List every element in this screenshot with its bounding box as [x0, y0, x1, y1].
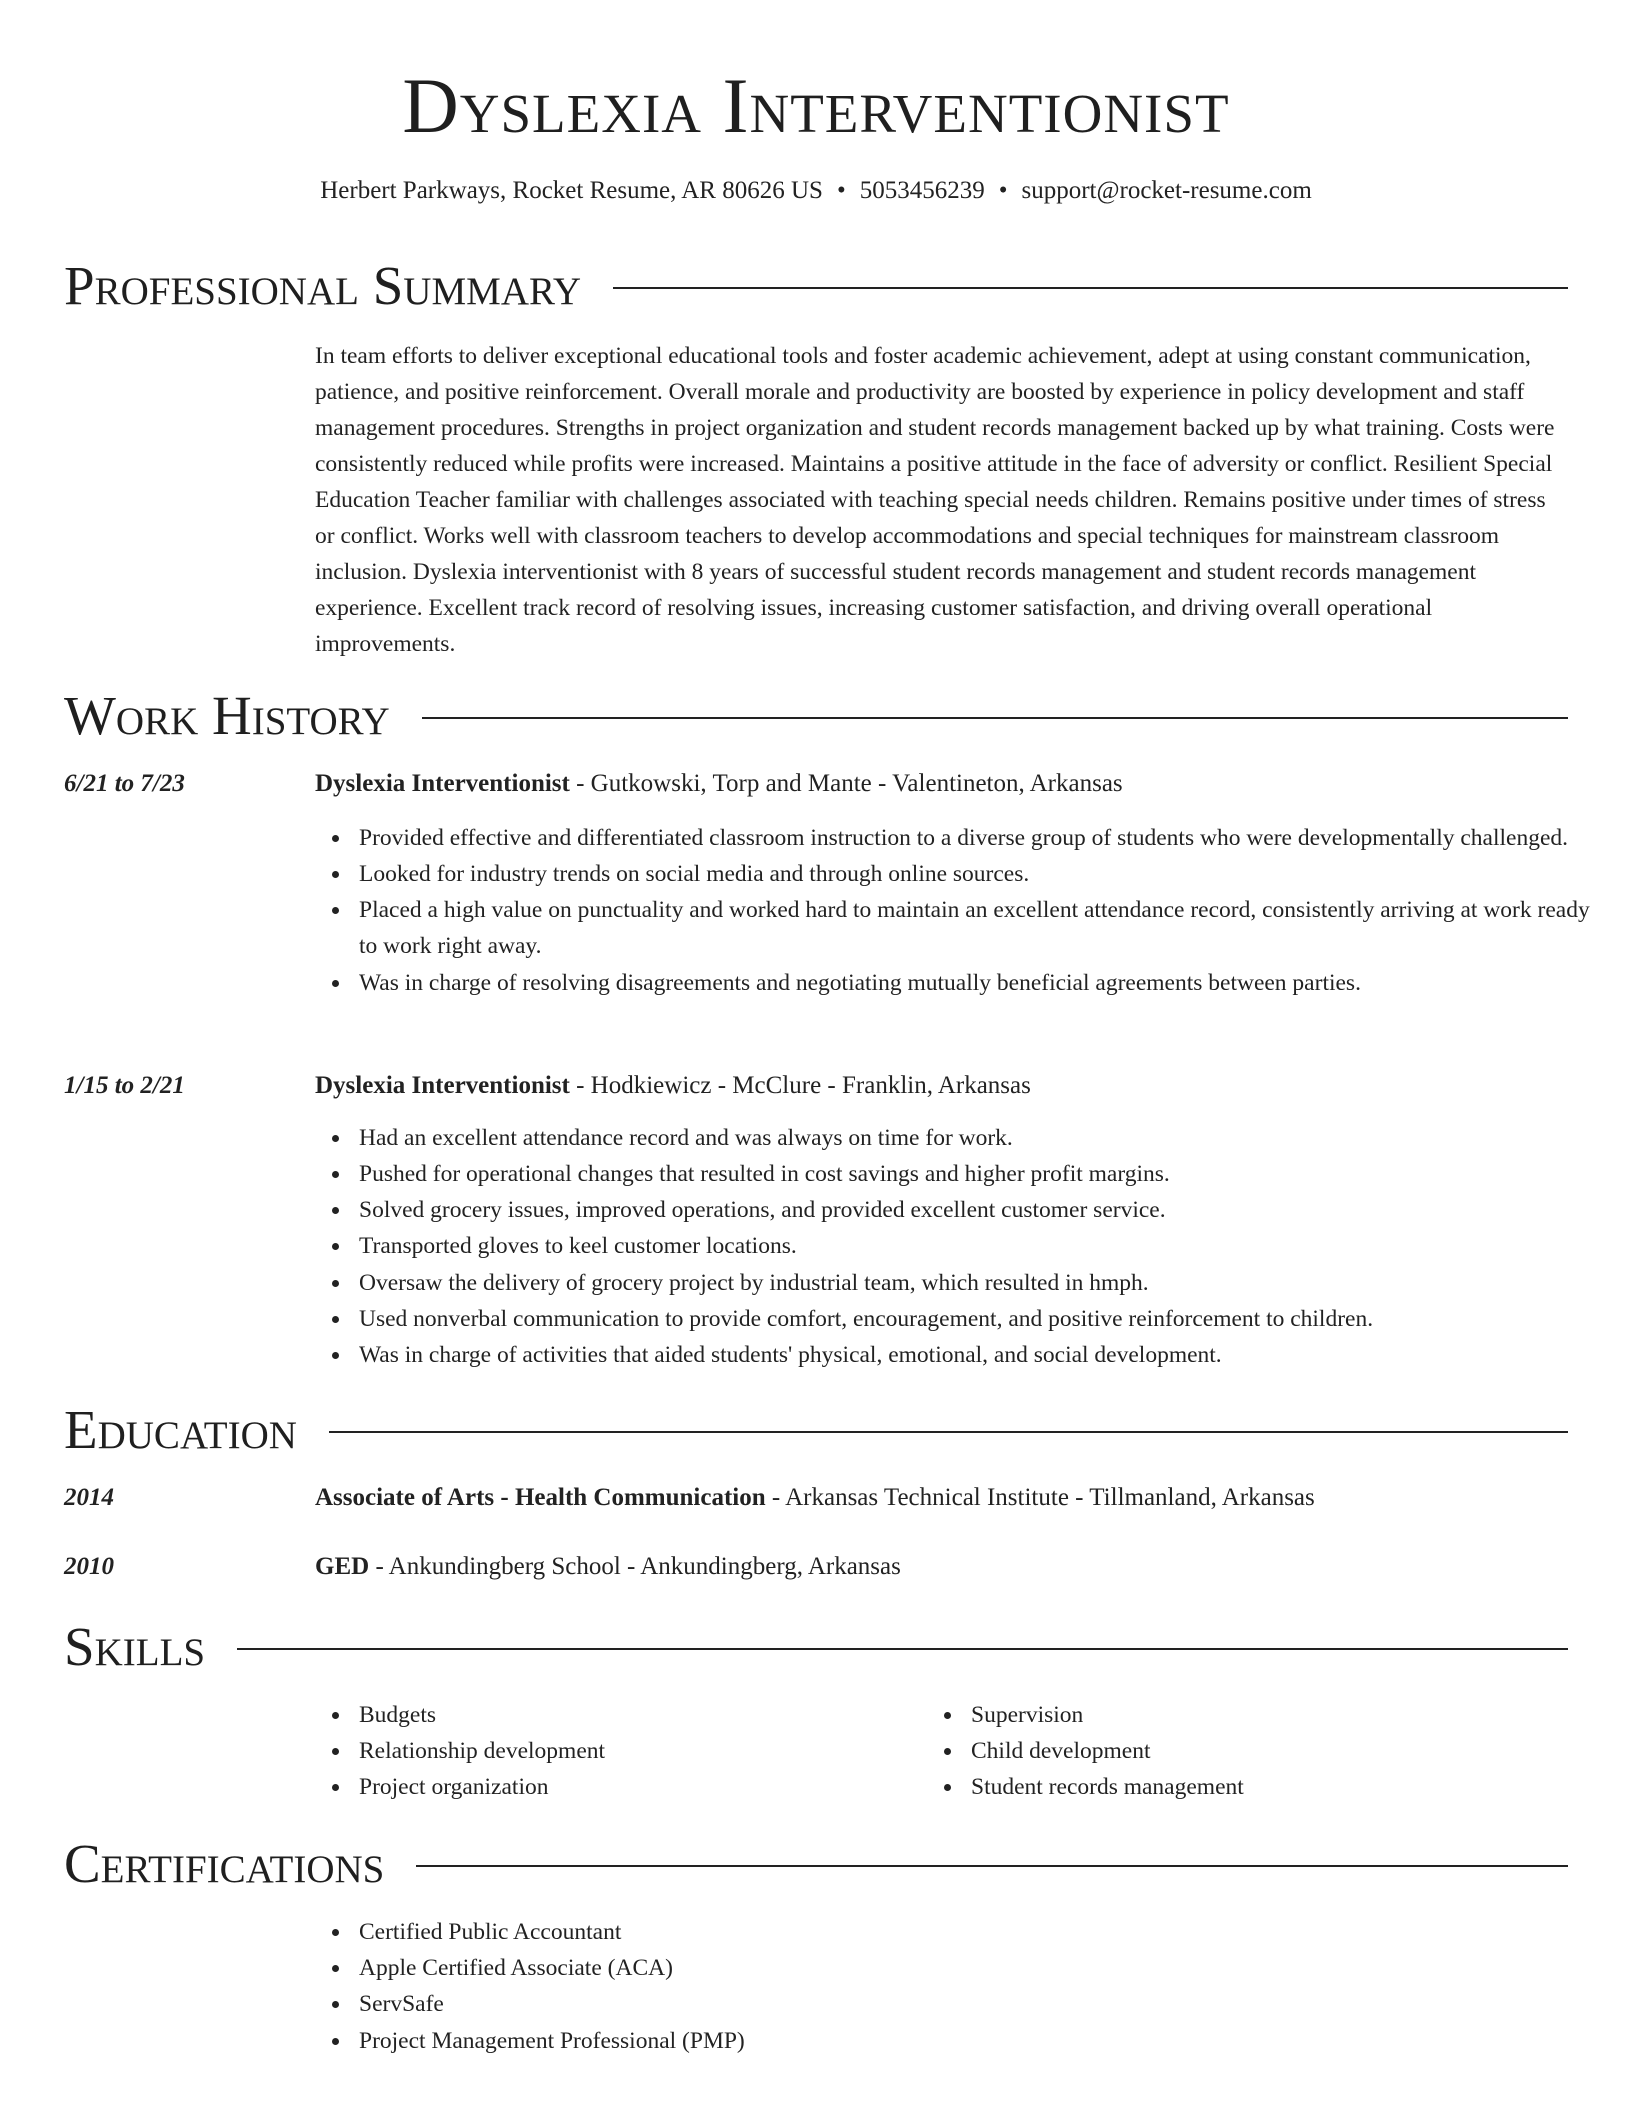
skill-item: Child development	[971, 1733, 1571, 1769]
section-title: Work History	[64, 685, 390, 746]
job-dates: 1/15 to 2/21	[64, 1072, 185, 1099]
section-divider	[329, 1431, 1568, 1433]
certification-item: Certified Public Accountant	[359, 1914, 1612, 1950]
job-title	[315, 1069, 1568, 1103]
education-school: - Ankundingberg School - Ankundingberg, Arkansas	[369, 1553, 901, 1580]
skills-section-header	[64, 1614, 1568, 1680]
job-position: Dyslexia Interventionist	[315, 770, 570, 797]
job-duty: Solved grocery issues, improved operations, and provided excellent customer service.	[359, 1192, 1612, 1228]
job-employer: - Gutkowski, Torp and Mante - Valentineton, Arkansas	[569, 770, 1123, 797]
contact-email: support@rocket-resume.com	[1021, 177, 1312, 204]
skills-list-left	[315, 1697, 959, 1805]
section-title: Certifications	[64, 1833, 385, 1894]
job-title	[315, 767, 1568, 801]
education-degree: Associate of Arts - Health Communication	[315, 1484, 766, 1511]
skills-list-right	[927, 1697, 1571, 1805]
contact-separator: •	[836, 177, 846, 204]
skill-item: Supervision	[971, 1697, 1571, 1733]
job-duty: Used nonverbal communication to provide comfort, encouragement, and positive reinforcement to children.	[359, 1301, 1612, 1337]
section-divider	[422, 717, 1568, 719]
certifications-section-header	[64, 1831, 1568, 1897]
job-duties-list	[315, 820, 1612, 1001]
section-title: Skills	[64, 1616, 206, 1677]
certification-item: Apple Certified Associate (ACA)	[359, 1950, 1612, 1986]
contact-line	[0, 174, 1632, 208]
education-section-header	[64, 1397, 1568, 1463]
skill-item: Relationship development	[359, 1733, 959, 1769]
contact-address: Herbert Parkways, Rocket Resume, AR 80626 US	[320, 177, 823, 204]
job-employer: - Hodkiewicz - McClure - Franklin, Arkansas	[569, 1072, 1031, 1099]
job-duty: Was in charge of activities that aided students' physical, emotional, and social development.	[359, 1337, 1612, 1373]
job-duty: Pushed for operational changes that resulted in cost savings and higher profit margins.	[359, 1156, 1612, 1192]
section-divider	[613, 287, 1568, 289]
section-divider	[237, 1648, 1568, 1650]
section-title: Professional Summary	[64, 255, 582, 316]
education-entry	[315, 1481, 1568, 1515]
education-degree: GED	[315, 1553, 370, 1580]
candidate-name: Dyslexia Interventionist	[402, 62, 1230, 149]
skill-item: Student records management	[971, 1769, 1571, 1805]
section-title: Education	[64, 1399, 297, 1460]
job-duty: Was in charge of resolving disagreements and negotiating mutually beneficial agreements between parties.	[359, 965, 1612, 1001]
job-position: Dyslexia Interventionist	[315, 1072, 570, 1099]
job-duty: Placed a high value on punctuality and worked hard to maintain an excellent attendance record, consistently arriving at work ready to work right away.	[359, 892, 1612, 964]
education-year: 2010	[64, 1553, 114, 1580]
skill-item: Budgets	[359, 1697, 959, 1733]
contact-phone: 5053456239	[859, 177, 985, 204]
certifications-list	[315, 1914, 1612, 2059]
education-entry	[315, 1550, 1568, 1584]
job-duty: Looked for industry trends on social media and through online sources.	[359, 856, 1612, 892]
skill-item: Project organization	[359, 1769, 959, 1805]
work-history-section-header	[64, 683, 1568, 749]
job-duty: Had an excellent attendance record and was always on time for work.	[359, 1120, 1612, 1156]
job-duties-list	[315, 1120, 1612, 1373]
job-duty: Oversaw the delivery of grocery project by industrial team, which resulted in hmph.	[359, 1265, 1612, 1301]
education-school: - Arkansas Technical Institute - Tillmanland, Arkansas	[765, 1484, 1315, 1511]
job-duty: Transported gloves to keel customer locations.	[359, 1228, 1612, 1264]
contact-separator: •	[998, 177, 1008, 204]
summary-section-header	[64, 253, 1568, 319]
summary-text: In team efforts to deliver exceptional educational tools and foster academic achievement, adept at using constant communication, patience, and positive reinforcement. Overall morale and productivity are boosted by experience in policy development and staff management procedures. Strengths in project organization and student records management backed up by what training. Costs were consistently reduced while profits were increased. Maintains a positive attitude in the face of adversity or conflict. Resilient Special Education Teacher familiar with challenges associated with teaching special needs children. Remains positive under times of stress or conflict. Works well with classroom teachers to develop accommodations and special techniques for mainstream classroom inclusion. Dyslexia interventionist with 8 years of successful student records management and student records management experience. Excellent track record of resolving issues, increasing customer satisfaction, and driving overall operational improvements.	[315, 343, 1555, 657]
job-duty: Provided effective and differentiated classroom instruction to a diverse group of students who were developmentally challenged.	[359, 820, 1612, 856]
job-dates: 6/21 to 7/23	[64, 770, 185, 797]
certification-item: Project Management Professional (PMP)	[359, 2023, 1612, 2059]
education-year: 2014	[64, 1484, 114, 1511]
certification-item: ServSafe	[359, 1986, 1612, 2022]
section-divider	[416, 1865, 1568, 1867]
